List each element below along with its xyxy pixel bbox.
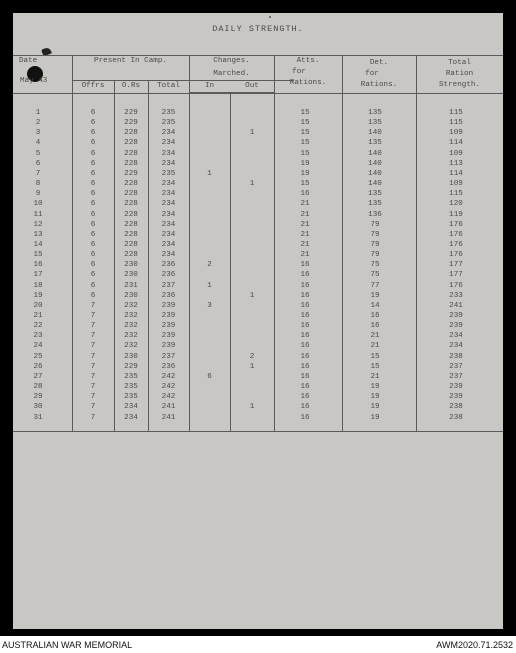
cell-det: 21	[370, 342, 380, 351]
cell-total: 239	[161, 322, 176, 331]
cell-day: 25	[33, 352, 43, 361]
cell-offrs: 6	[90, 230, 96, 239]
cell-det: 135	[368, 200, 382, 209]
cell-total-ration: 238	[449, 352, 463, 361]
cell-day: 23	[33, 332, 43, 341]
cell-total: 234	[161, 149, 176, 158]
cell-det: 14	[370, 301, 380, 310]
cell-total-ration: 176	[449, 220, 463, 229]
cell-det: 77	[370, 281, 380, 290]
cell-det: 16	[370, 322, 380, 331]
cell-offrs: 6	[90, 271, 96, 280]
cell-ors: 231	[124, 281, 138, 290]
cell-day: 3	[35, 129, 41, 138]
cell-ors: 228	[124, 190, 138, 199]
table-row	[13, 128, 503, 138]
cell-det: 19	[370, 413, 380, 422]
cell-offrs: 7	[90, 403, 96, 412]
cell-total-ration: 109	[449, 149, 463, 158]
cell-atts: 16	[300, 281, 310, 290]
cell-offrs: 6	[90, 281, 96, 290]
cell-ors: 228	[124, 159, 138, 168]
cell-total: 236	[161, 271, 176, 280]
cell-total: 242	[161, 372, 176, 381]
table-row	[13, 118, 503, 128]
cell-atts: 21	[300, 220, 310, 229]
cell-atts: 15	[300, 149, 310, 158]
cell-offrs: 6	[90, 220, 96, 229]
table-row	[13, 220, 503, 230]
cell-marched-in: 1	[207, 169, 212, 178]
cell-atts: 21	[300, 200, 310, 209]
cell-atts: 16	[300, 352, 310, 361]
cell-ors: 228	[124, 220, 138, 229]
cell-det: 21	[370, 332, 380, 341]
cell-det: 136	[368, 210, 382, 219]
header-changes: Changes.	[213, 57, 250, 65]
header-offrs: Offrs	[81, 82, 105, 90]
table-row	[13, 311, 503, 321]
cell-day: 29	[33, 393, 43, 402]
cell-det: 135	[368, 119, 382, 128]
cell-det: 135	[368, 190, 382, 199]
cell-atts: 16	[300, 322, 310, 331]
cell-ors: 235	[124, 372, 138, 381]
cell-total-ration: 176	[449, 251, 463, 260]
document-page	[13, 13, 503, 629]
table-row	[13, 281, 503, 291]
cell-total: 236	[161, 291, 176, 300]
cell-day: 12	[33, 220, 43, 229]
cell-offrs: 7	[90, 332, 96, 341]
cell-total: 239	[161, 301, 176, 310]
cell-offrs: 6	[90, 119, 96, 128]
cell-day: 24	[33, 342, 43, 351]
cell-ors: 234	[124, 413, 138, 422]
cell-ors: 232	[124, 312, 138, 320]
header-date: Date	[19, 57, 38, 65]
table-row	[13, 230, 503, 240]
table-row	[13, 159, 503, 169]
footer-institution: AUSTRALIAN WAR MEMORIAL	[2, 640, 133, 650]
cell-total-ration: 176	[449, 240, 463, 249]
cell-total: 234	[161, 220, 176, 229]
cell-det: 19	[370, 291, 380, 300]
cell-total: 242	[161, 383, 176, 392]
cell-atts: 21	[300, 251, 310, 260]
header-atts-1: Atts.	[296, 57, 320, 65]
cell-offrs: 6	[90, 149, 96, 158]
cell-day: 27	[33, 372, 43, 381]
cell-offrs: 6	[90, 180, 96, 189]
cell-day: 13	[33, 230, 43, 239]
cell-atts: 16	[300, 362, 310, 371]
cell-atts: 15	[300, 109, 310, 117]
table-row	[13, 413, 503, 423]
cell-total-ration: 241	[449, 301, 463, 310]
cell-day: 31	[33, 413, 43, 422]
table-row	[13, 149, 503, 159]
cell-day: 28	[33, 383, 43, 392]
cell-ors: 234	[124, 403, 138, 412]
cell-atts: 19	[300, 169, 310, 178]
cell-atts: 15	[300, 139, 310, 148]
cell-det: 79	[370, 230, 380, 239]
table-row	[13, 341, 503, 351]
cell-marched-out: 1	[249, 129, 255, 138]
cell-day: 15	[33, 251, 43, 260]
cell-det: 19	[370, 403, 380, 412]
cell-ors: 228	[124, 200, 138, 209]
cell-total: 235	[161, 169, 176, 178]
header-marched: Marched.	[213, 70, 250, 78]
cell-day: 6	[35, 159, 41, 168]
cell-total: 236	[161, 362, 176, 371]
rule-header-bottom	[13, 93, 503, 94]
table-row	[13, 392, 503, 402]
cell-total-ration: 114	[449, 139, 463, 148]
cell-offrs: 7	[90, 342, 96, 351]
cell-atts: 16	[300, 271, 310, 280]
cell-atts: 16	[300, 403, 310, 412]
cell-offrs: 6	[90, 251, 96, 260]
cell-total: 242	[161, 393, 176, 402]
cell-ors: 228	[124, 240, 138, 249]
cell-atts: 21	[300, 230, 310, 239]
cell-det: 75	[370, 271, 380, 280]
table-row	[13, 138, 503, 148]
table-row	[13, 169, 503, 179]
cell-ors: 228	[124, 129, 138, 138]
cell-offrs: 6	[90, 109, 96, 117]
cell-total-ration: 234	[449, 332, 463, 341]
header-total: Total	[157, 82, 180, 90]
cell-det: 21	[370, 372, 380, 381]
cell-offrs: 7	[90, 312, 96, 320]
table-row	[13, 301, 503, 311]
cell-total-ration: 239	[449, 322, 463, 331]
header-det-1: Det.	[369, 59, 389, 67]
cell-marched-out: 1	[249, 291, 255, 300]
cell-total-ration: 177	[449, 261, 463, 270]
cell-det: 140	[368, 149, 382, 158]
cell-total: 241	[161, 413, 176, 422]
header-atts-2: for	[292, 68, 306, 76]
cell-total: 241	[161, 403, 176, 412]
table-row	[13, 108, 503, 118]
cell-total: 237	[161, 352, 176, 361]
cell-det: 16	[370, 312, 380, 320]
cell-marched-out: 1	[249, 180, 255, 189]
cell-det: 19	[370, 383, 380, 392]
cell-ors: 229	[124, 362, 138, 371]
cell-total-ration: 114	[449, 169, 463, 178]
cell-det: 135	[368, 109, 382, 117]
cell-ors: 228	[124, 180, 138, 189]
cell-total-ration: 237	[449, 372, 463, 381]
cell-det: 75	[370, 261, 380, 270]
cell-ors: 230	[124, 261, 138, 270]
cell-total-ration: 115	[449, 109, 463, 117]
cell-marched-in: 6	[207, 372, 212, 381]
cell-det: 19	[370, 393, 380, 402]
cell-marched-out: 1	[249, 362, 255, 371]
cell-atts: 16	[300, 301, 310, 310]
rule-bottom	[13, 431, 503, 432]
cell-total: 234	[161, 230, 176, 239]
cell-ors: 229	[124, 119, 138, 128]
cell-det: 79	[370, 240, 380, 249]
cell-total: 234	[161, 200, 176, 209]
cell-ors: 230	[124, 291, 138, 300]
header-det-3: Rations.	[360, 81, 398, 89]
cell-day: 22	[33, 322, 43, 331]
cell-total: 234	[161, 139, 176, 148]
cell-total: 234	[161, 251, 176, 260]
cell-total-ration: 176	[449, 230, 463, 239]
cell-offrs: 6	[90, 159, 96, 168]
footer-accession-number: AWM2020.71.2532	[436, 640, 513, 650]
table-row	[13, 382, 503, 392]
table-row	[13, 362, 503, 372]
cell-atts: 19	[300, 159, 310, 168]
cell-total: 236	[161, 261, 176, 270]
cell-total: 234	[161, 159, 176, 168]
cell-ors: 228	[124, 139, 138, 148]
cell-atts: 16	[300, 190, 310, 199]
cell-ors: 230	[124, 352, 138, 361]
cell-day: 21	[33, 312, 43, 320]
cell-det: 140	[368, 180, 382, 189]
cell-marched-out: 2	[249, 352, 255, 361]
cell-total: 234	[161, 190, 176, 199]
cell-total-ration: 176	[449, 281, 463, 290]
cell-total-ration: 115	[449, 119, 463, 128]
cell-total-ration: 113	[449, 159, 463, 168]
cell-total-ration: 109	[449, 180, 463, 189]
cell-offrs: 6	[90, 200, 96, 209]
cell-ors: 232	[124, 342, 138, 351]
header-atts-3: Rations.	[289, 79, 327, 87]
cell-offrs: 7	[90, 372, 96, 381]
cell-atts: 16	[300, 372, 310, 381]
cell-det: 79	[370, 251, 380, 260]
cell-offrs: 6	[90, 190, 96, 199]
cell-det: 15	[370, 362, 380, 371]
cell-offrs: 7	[90, 301, 96, 310]
cell-ors: 232	[124, 322, 138, 331]
table-row	[13, 240, 503, 250]
cell-total-ration: 119	[449, 210, 463, 219]
header-ors: O.Rs	[121, 82, 141, 90]
cell-offrs: 7	[90, 352, 96, 361]
cell-total: 234	[161, 180, 176, 189]
table-row	[13, 199, 503, 209]
cell-total-ration: 239	[449, 312, 463, 320]
table-row	[13, 372, 503, 382]
table-row	[13, 321, 503, 331]
cell-total-ration: 233	[449, 291, 463, 300]
cell-day: 7	[35, 169, 41, 178]
archive-footer	[0, 636, 516, 653]
cell-atts: 15	[300, 180, 310, 189]
cell-atts: 21	[300, 210, 310, 219]
cell-marched-in: 2	[207, 261, 212, 270]
cell-offrs: 6	[90, 129, 96, 138]
header-trs-3: Strength.	[438, 81, 480, 89]
table-row	[13, 179, 503, 189]
cell-atts: 21	[300, 240, 310, 249]
cell-offrs: 6	[90, 169, 96, 178]
cell-total: 239	[161, 332, 176, 341]
cell-total-ration: 239	[449, 393, 463, 402]
cell-total-ration: 120	[449, 200, 463, 209]
cell-atts: 16	[300, 312, 310, 320]
cell-ors: 235	[124, 393, 138, 402]
table-row	[13, 250, 503, 260]
cell-ors: 228	[124, 230, 138, 239]
cell-ors: 228	[124, 210, 138, 219]
cell-day: 17	[33, 271, 43, 280]
cell-total: 234	[161, 129, 176, 138]
cell-total: 239	[161, 342, 176, 351]
table-row	[13, 260, 503, 270]
cell-atts: 16	[300, 261, 310, 270]
cell-atts: 16	[300, 413, 310, 422]
cell-day: 2	[35, 119, 41, 128]
cell-total-ration: 234	[449, 342, 463, 351]
cell-offrs: 6	[90, 139, 96, 148]
cell-ors: 228	[124, 149, 138, 158]
cell-day: 16	[33, 261, 43, 270]
cell-offrs: 7	[90, 413, 96, 422]
cell-day: 10	[33, 200, 43, 209]
header-trs-2: Ration	[445, 70, 474, 78]
cell-day: 30	[33, 403, 43, 412]
header-present: Present In Camp.	[94, 57, 167, 65]
cell-total-ration: 238	[449, 413, 463, 422]
header-out: Out	[245, 82, 259, 90]
cell-atts: 16	[300, 342, 310, 351]
cell-total: 234	[161, 210, 176, 219]
table-row	[13, 402, 503, 412]
cell-day: 19	[33, 291, 43, 300]
cell-offrs: 6	[90, 291, 96, 300]
cell-det: 135	[368, 139, 382, 148]
cell-offrs: 6	[90, 210, 96, 219]
cell-ors: 232	[124, 332, 138, 341]
cell-day: 20	[33, 301, 43, 310]
header-det-2: for	[365, 70, 379, 78]
cell-total-ration: 239	[449, 383, 463, 392]
cell-total: 234	[161, 240, 176, 249]
table-row	[13, 189, 503, 199]
cell-day: 4	[35, 139, 41, 148]
table-row	[13, 352, 503, 362]
cell-marched-in: 3	[207, 301, 212, 310]
cell-day: 11	[33, 210, 43, 219]
cell-day: 8	[35, 180, 41, 189]
cell-offrs: 7	[90, 322, 96, 331]
cell-offrs: 6	[90, 261, 96, 270]
cell-total-ration: 109	[449, 129, 463, 138]
cell-atts: 16	[300, 291, 310, 300]
cell-ors: 232	[124, 301, 138, 310]
table-row	[13, 291, 503, 301]
cell-atts: 16	[300, 383, 310, 392]
cell-total: 239	[161, 312, 176, 320]
rule-sub	[72, 80, 293, 81]
cell-atts: 15	[300, 119, 310, 128]
header-in: In	[204, 82, 215, 90]
cell-det: 140	[368, 129, 382, 138]
cell-total: 235	[161, 109, 176, 117]
cell-atts: 16	[300, 393, 310, 402]
cell-total-ration: 115	[449, 190, 463, 199]
cell-day: 9	[35, 190, 41, 199]
cell-ors: 235	[124, 383, 138, 392]
cell-marched-out: 1	[249, 403, 255, 412]
cell-offrs: 7	[90, 383, 96, 392]
table-row	[13, 331, 503, 341]
rule-top	[13, 55, 503, 56]
cell-offrs: 7	[90, 362, 96, 371]
cell-total: 237	[161, 281, 176, 290]
cell-day: 18	[33, 281, 43, 290]
cell-total: 235	[161, 119, 176, 128]
header-date-sub: May 43	[20, 77, 48, 85]
cell-ors: 229	[124, 109, 138, 117]
table-row	[13, 210, 503, 220]
cell-day: 1	[35, 109, 41, 117]
cell-ors: 230	[124, 271, 138, 280]
page-title: DAILY STRENGTH.	[212, 24, 304, 34]
cell-det: 140	[368, 159, 382, 168]
cell-total-ration: 237	[449, 362, 463, 371]
cell-atts: 16	[300, 332, 310, 341]
cell-ors: 228	[124, 251, 138, 260]
cell-offrs: 6	[90, 240, 96, 249]
cell-det: 79	[370, 220, 380, 229]
ink-dot	[269, 16, 271, 18]
cell-atts: 15	[300, 129, 310, 138]
cell-det: 140	[368, 169, 382, 178]
cell-total-ration: 238	[449, 403, 463, 412]
cell-day: 14	[33, 240, 43, 249]
cell-det: 15	[370, 352, 380, 361]
cell-marched-in: 1	[207, 281, 212, 290]
header-trs-1: Total	[448, 59, 471, 67]
cell-ors: 229	[124, 169, 138, 178]
cell-day: 26	[33, 362, 43, 371]
cell-total-ration: 177	[449, 271, 463, 280]
cell-day: 5	[35, 149, 41, 158]
cell-offrs: 7	[90, 393, 96, 402]
table-row	[13, 270, 503, 280]
